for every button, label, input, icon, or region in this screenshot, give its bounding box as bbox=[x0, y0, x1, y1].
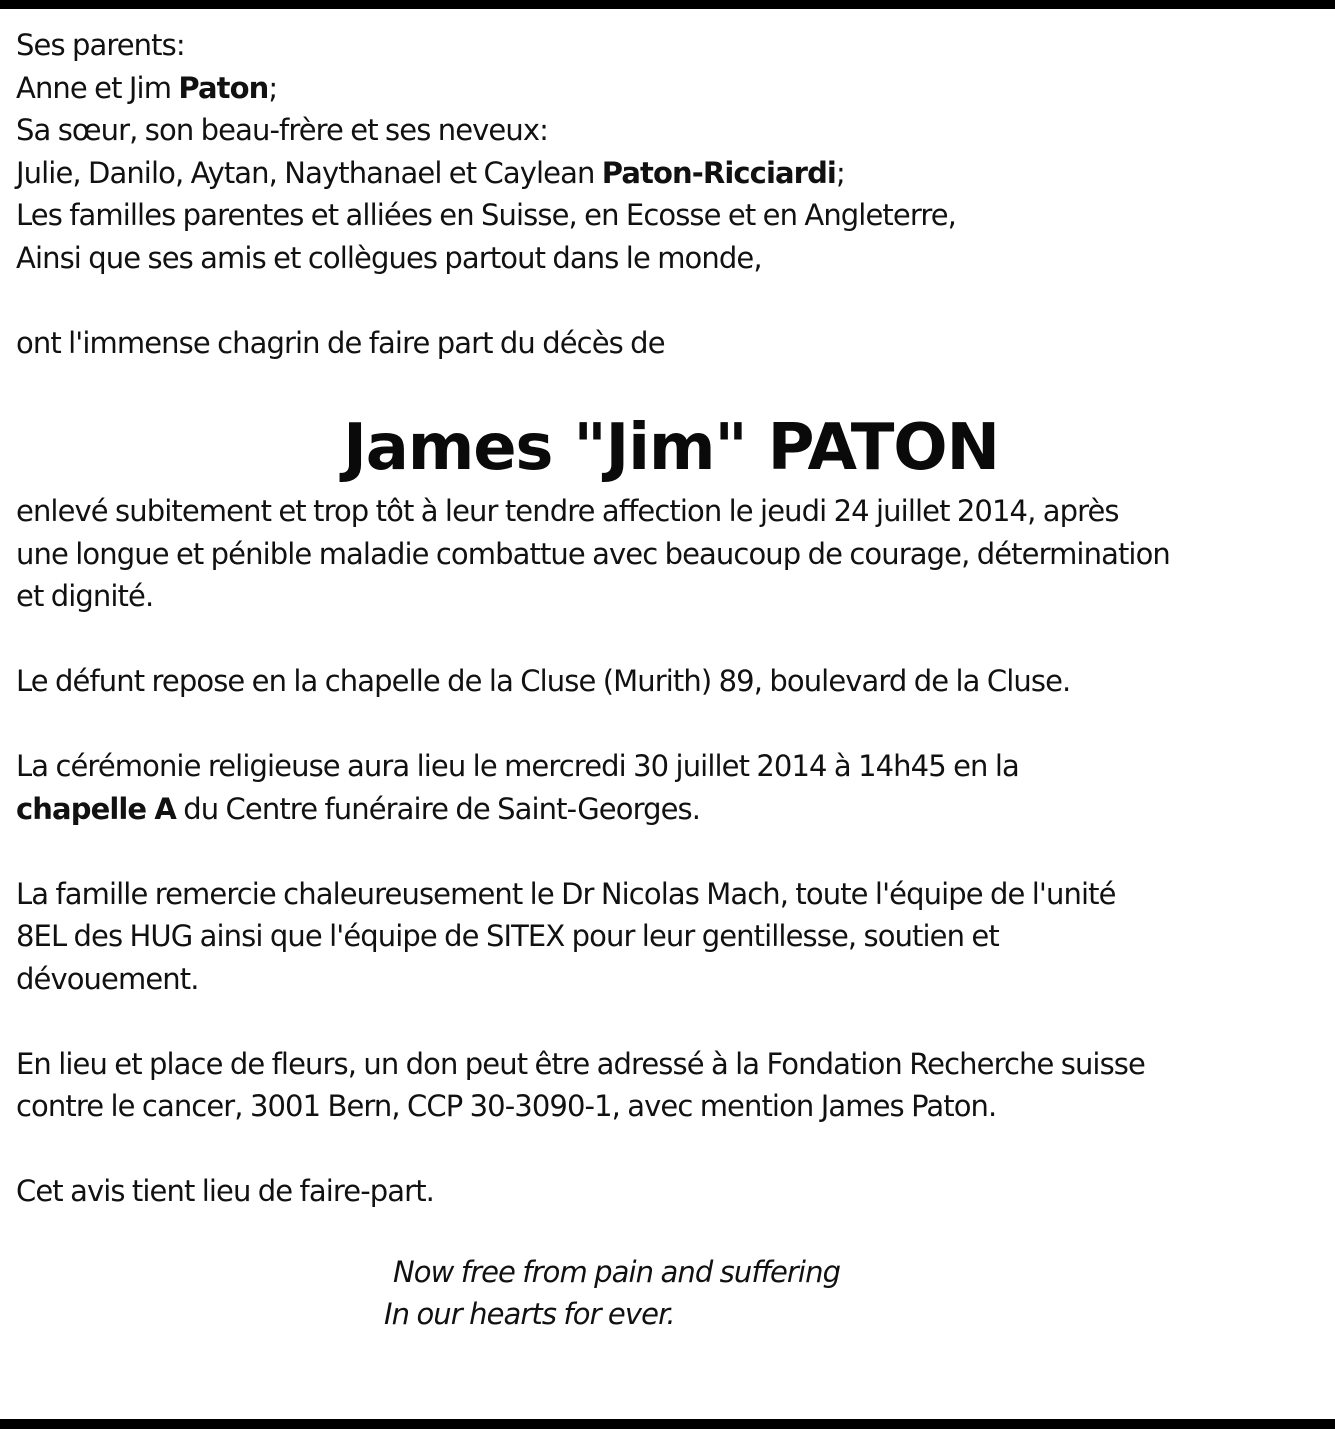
sister-line bbox=[16, 152, 1326, 195]
deceased-name-heading: James "Jim" PATON bbox=[343, 411, 999, 485]
relatives-line: Les familles parentes et alliées en Suisse, en Ecosse et en Angleterre, bbox=[16, 198, 956, 232]
sister-surname: Paton-Ricciardi bbox=[601, 155, 836, 190]
obituary-notice bbox=[16, 24, 1326, 1336]
spacer bbox=[16, 830, 1326, 873]
ceremony-line-1: La cérémonie religieuse aura lieu le mercredi 30 juillet 2014 à 14h45 en la bbox=[16, 749, 1019, 783]
top-border-rule bbox=[0, 0, 1335, 9]
closing-verse bbox=[16, 1251, 1326, 1336]
friends-line: Ainsi que ses amis et collègues partout dans le monde, bbox=[16, 240, 762, 275]
donation-line-2: contre le cancer, 3001 Bern, CCP 30-3090-1, avec mention James Paton. bbox=[16, 1089, 997, 1123]
death-line-2: une longue et pénible maladie combattue avec beaucoup de courage, détermination bbox=[16, 536, 1170, 571]
thanks-paragraph bbox=[16, 873, 1326, 1001]
parents-names: Anne et Jim bbox=[16, 70, 179, 105]
announcement-line: ont l'immense chagrin de faire part du décès de bbox=[16, 325, 665, 360]
ceremony-line-2 bbox=[16, 788, 1326, 831]
spacer bbox=[16, 279, 1326, 322]
spacer bbox=[16, 1000, 1326, 1043]
thanks-line-1: La famille remercie chaleureusement le Dr Nicolas Mach, toute l'équipe de l'unité bbox=[16, 876, 1116, 911]
death-line-3: et dignité. bbox=[16, 579, 154, 613]
sister-punct: ; bbox=[835, 155, 845, 190]
ceremony-chapel: chapelle A bbox=[16, 791, 176, 826]
sister-names: Julie, Danilo, Aytan, Naythanael et Caylean bbox=[16, 155, 602, 190]
parents-heading: Ses parents: bbox=[16, 28, 185, 62]
repose-paragraph: Le défunt repose en la chapelle de la Cluse (Murith) 89, boulevard de la Cluse. bbox=[16, 664, 1071, 698]
ceremony-paragraph bbox=[16, 745, 1326, 830]
ceremony-location: du Centre funéraire de Saint-Georges. bbox=[175, 791, 701, 826]
spacer bbox=[16, 618, 1326, 661]
thanks-line-2: 8EL des HUG ainsi que l'équipe de SITEX pour leur gentillesse, soutien et bbox=[16, 919, 999, 953]
death-paragraph bbox=[16, 490, 1326, 618]
parents-line bbox=[16, 67, 1326, 110]
notice-line: Cet avis tient lieu de faire-part. bbox=[16, 1174, 434, 1208]
verse-line-1: Now free from pain and suffering bbox=[393, 1254, 841, 1289]
parents-punct: ; bbox=[268, 70, 278, 105]
family-list bbox=[16, 24, 1326, 279]
thanks-line-3: dévouement. bbox=[16, 961, 199, 996]
parents-surname: Paton bbox=[178, 70, 269, 105]
spacer bbox=[16, 703, 1326, 746]
donation-line-1: En lieu et place de fleurs, un don peut être adressé à la Fondation Recherche suisse bbox=[16, 1046, 1145, 1081]
spacer bbox=[16, 1128, 1326, 1171]
verse-line-2: In our hearts for ever. bbox=[384, 1297, 675, 1331]
sister-heading: Sa sœur, son beau-frère et ses neveux: bbox=[16, 113, 548, 147]
bottom-border-rule bbox=[0, 1419, 1335, 1429]
death-line-1: enlevé subitement et trop tôt à leur tendre affection le jeudi 24 juillet 2014, après bbox=[16, 494, 1119, 528]
donation-paragraph bbox=[16, 1043, 1326, 1128]
